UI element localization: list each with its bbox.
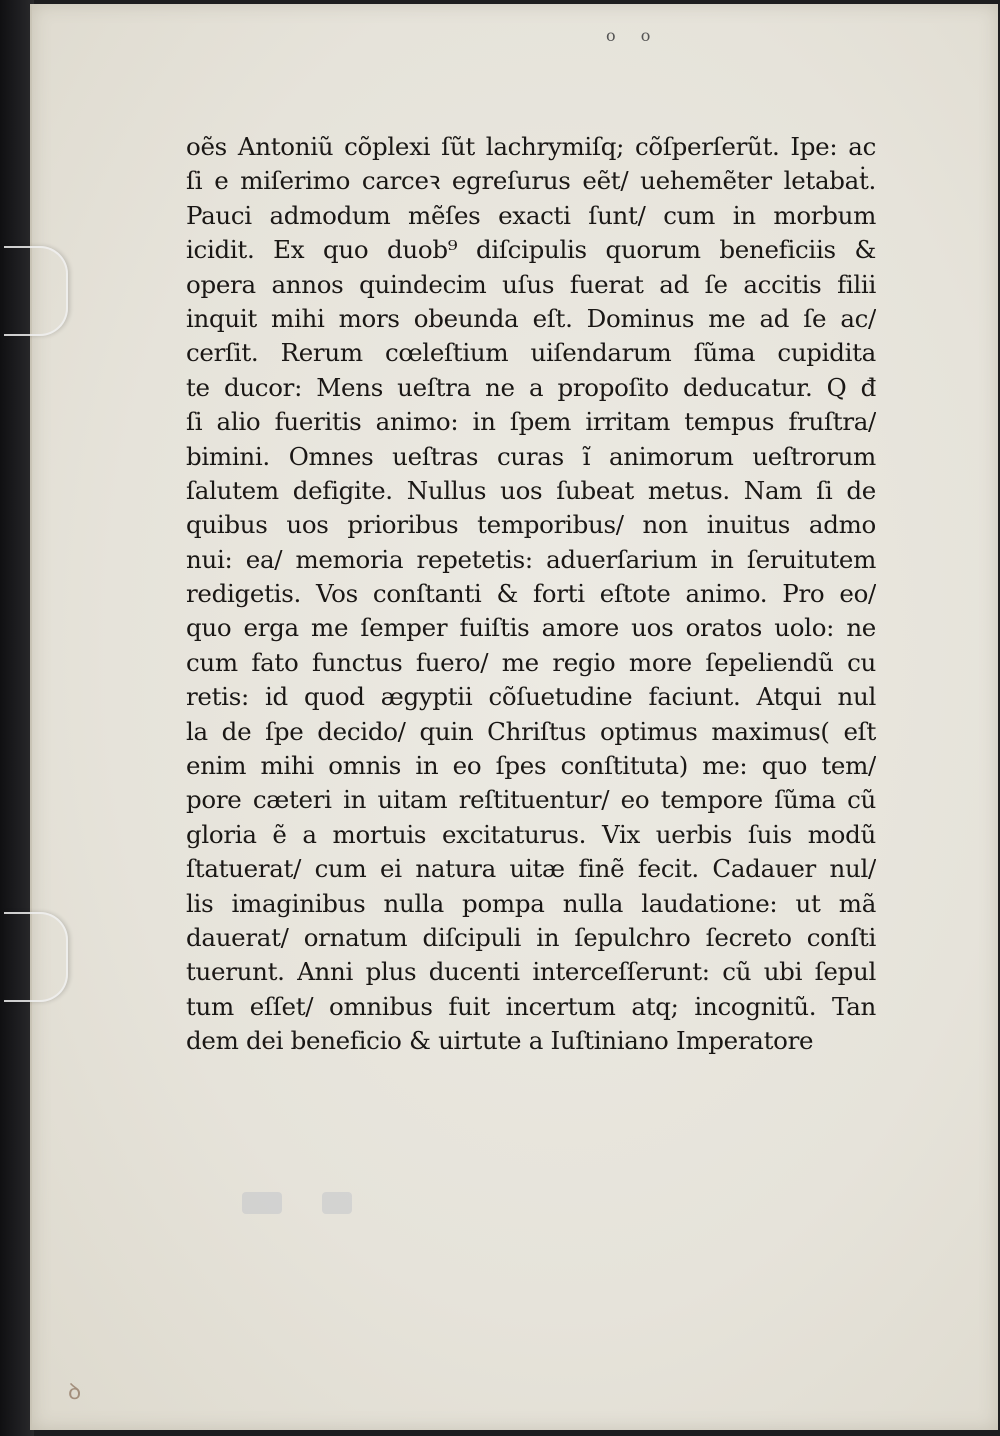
page-clip-bottom xyxy=(4,912,68,1002)
page-clip-top xyxy=(4,246,68,336)
text-line: nui: ea/ memoria repetetis: aduerſarium in ſeruitutem xyxy=(186,544,876,574)
text-line: te ducor: Mens ueſtra ne a propoſito deducatur. Q đ xyxy=(186,372,876,402)
text-line: la de ſpe decido/ quin Chriſtus optimus maximus( eſt xyxy=(186,716,876,746)
text-line: lis imaginibus nulla pompa nulla laudatione: ut mã xyxy=(186,888,876,918)
text-line: tuerunt. Anni plus ducenti interceſſerunt: cũ ubi ſepul xyxy=(186,957,876,987)
folio-mark: o o xyxy=(606,26,661,45)
text-line: inquit mihi mors obeunda eſt. Dominus me ad ſe ac/ xyxy=(186,303,876,333)
text-line: cerſit. Rerum cœleſtium uiſendarum ſũma cupidita xyxy=(186,338,876,368)
text-line: quo erga me ſemper fuiſtis amore uos oratos uolo: ne xyxy=(186,613,876,643)
show-through-mark xyxy=(322,1192,352,1214)
binding-edge xyxy=(0,0,34,1436)
text-line: gloria ẽ a mortuis excitaturus. Vix uerbis ſuis modũ xyxy=(186,819,876,849)
text-line: dem dei beneficio & uirtute a Iuſtiniano Imperatore xyxy=(186,1026,814,1056)
text-line: enim mihi omnis in eo ſpes conſtituta) me: quo tem/ xyxy=(186,751,876,781)
text-line: cum fato functus fuero/ me regio more ſepeliendũ cu xyxy=(186,647,876,677)
text-line: dauerat/ ornatum diſcipuli in ſepulchro ſecreto conſti xyxy=(186,922,876,952)
text-line: icidit. Ex quo duob⁹ diſcipulis quorum beneficiis & xyxy=(186,235,876,265)
text-line: opera annos quindecim uſus fuerat ad ſe accitis filii xyxy=(186,269,876,299)
text-line: quibus uos prioribus temporibus/ non inuitus admo xyxy=(186,510,876,540)
text-line: tum eſſet/ omnibus fuit incertum atq; incognitũ. Tan xyxy=(186,991,876,1021)
text-line: bimini. Omnes ueſtras curas ĩ animorum ueſtrorum xyxy=(186,441,876,471)
text-line: Pauci admodum mẽſes exacti ſunt/ cum in morbum xyxy=(186,200,876,230)
text-line: ſi alio fueritis animo: in ſpem irritam tempus fruſtra/ xyxy=(186,407,876,437)
text-line: pore cæteri in uitam reſtituentur/ eo tempore ſũma cũ xyxy=(186,785,876,815)
text-line: redigetis. Vos conſtanti & forti eſtote animo. Pro eo/ xyxy=(186,579,876,609)
show-through-mark xyxy=(242,1192,282,1214)
text-line: ſtatuerat/ cum ei natura uitæ finẽ fecit. Cadauer nul/ xyxy=(186,854,876,884)
text-line: ſi e miſerimo carceꝛ egreſurus eẽt/ uehemẽter letabaṫ. xyxy=(186,166,876,196)
text-line: retis: id quod ægyptii cõſuetudine faciunt. Atqui nul xyxy=(186,682,876,712)
text-line: ſalutem defigite. Nullus uos ſubeat metus. Nam ſi de xyxy=(186,475,876,505)
text-line: oẽs Antoniũ cõplexi ſũt lachrymiſq; cõſperſerũt. Ipe: ac xyxy=(186,132,876,161)
corner-stamp: ꝺ xyxy=(68,1380,82,1405)
body-text xyxy=(186,130,876,1059)
